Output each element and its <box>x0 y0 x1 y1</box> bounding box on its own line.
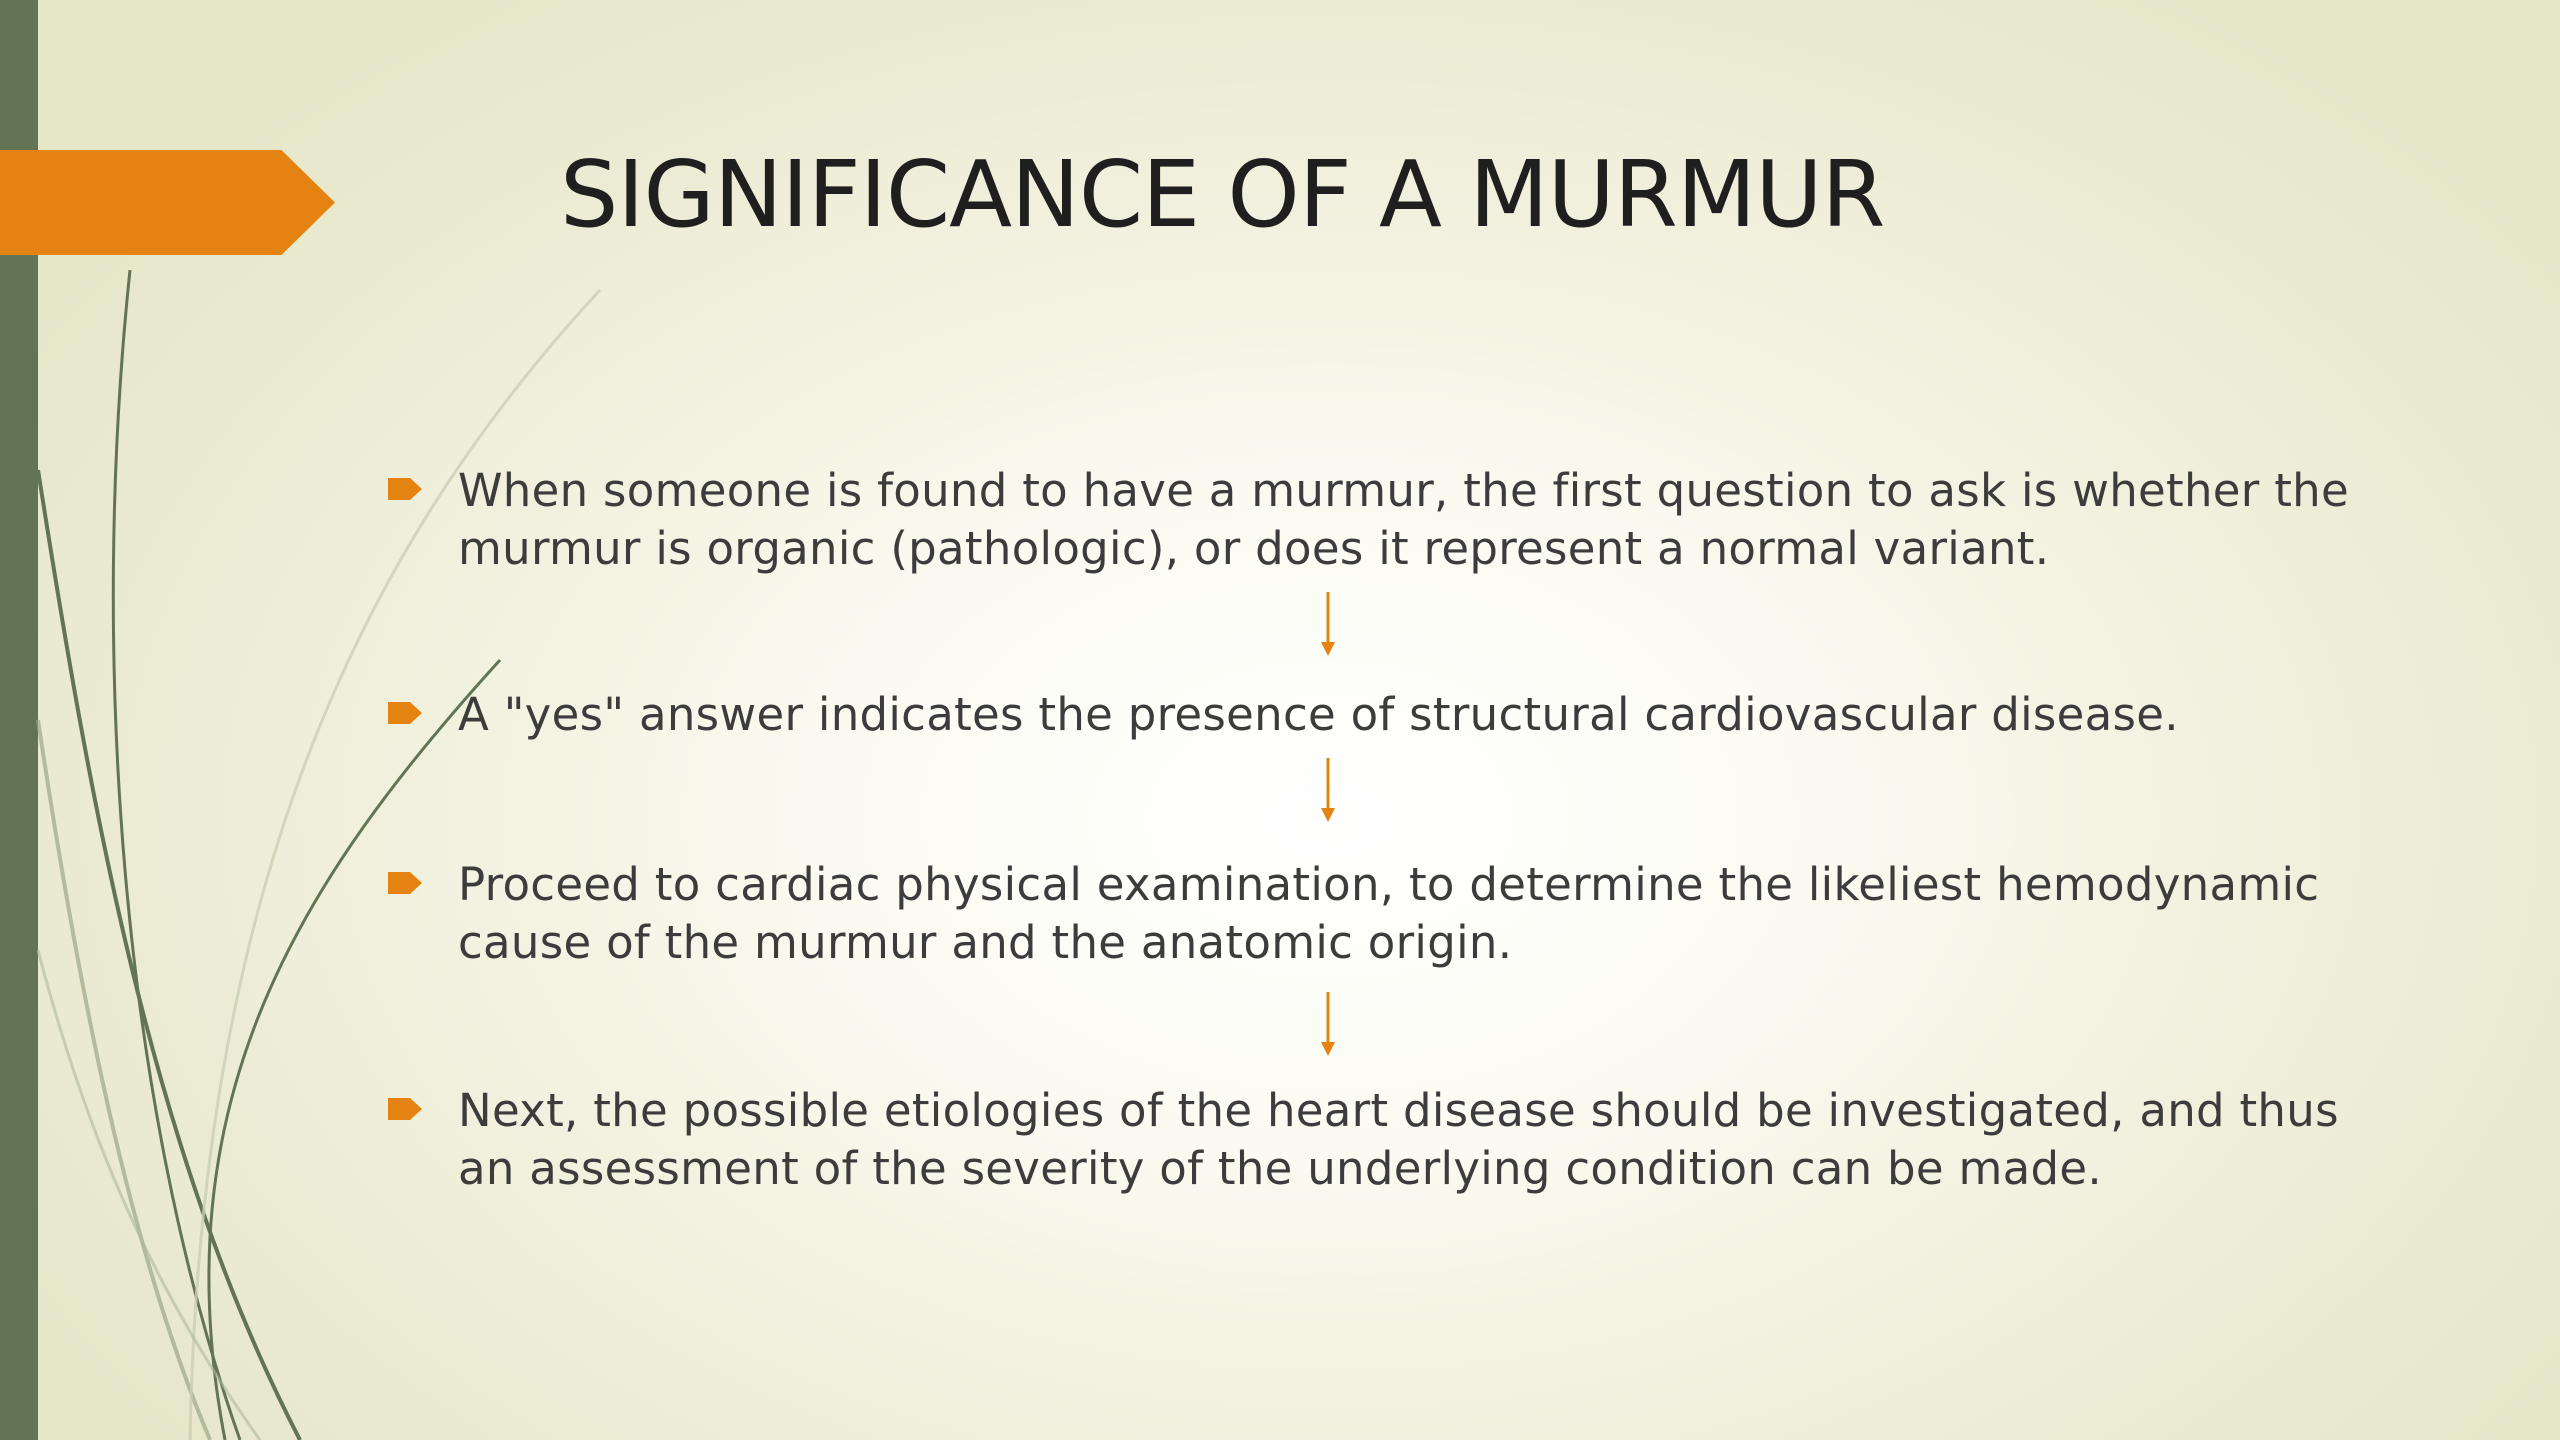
arrow-bullet-icon <box>388 698 424 728</box>
arrow-bullet-icon <box>388 1094 424 1124</box>
title-accent-arrow <box>0 150 335 255</box>
down-arrow-icon <box>1316 992 1340 1058</box>
bullet-text: When someone is found to have a murmur, the first question to ask is whether the murmur is organic (pathologic), or does it represent a normal variant. <box>458 464 2349 575</box>
arrow-bullet-icon <box>388 474 424 504</box>
bullet-text: Proceed to cardiac physical examination, to determine the likeliest hemodynamic cause of the murmur and the anatomic origin. <box>458 858 2320 969</box>
bullet-text: A "yes" answer indicates the presence of structural cardiovascular disease. <box>458 688 2179 741</box>
down-arrow-icon <box>1316 758 1340 824</box>
bullet-text: Next, the possible etiologies of the heart disease should be investigated, and thus an assessment of the severity of the underlying condition can be made. <box>458 1084 2339 1195</box>
down-arrow-icon <box>1316 592 1340 658</box>
arrow-bullet-icon <box>388 868 424 898</box>
slide-title: SIGNIFICANCE OF A MURMUR <box>560 141 1885 248</box>
